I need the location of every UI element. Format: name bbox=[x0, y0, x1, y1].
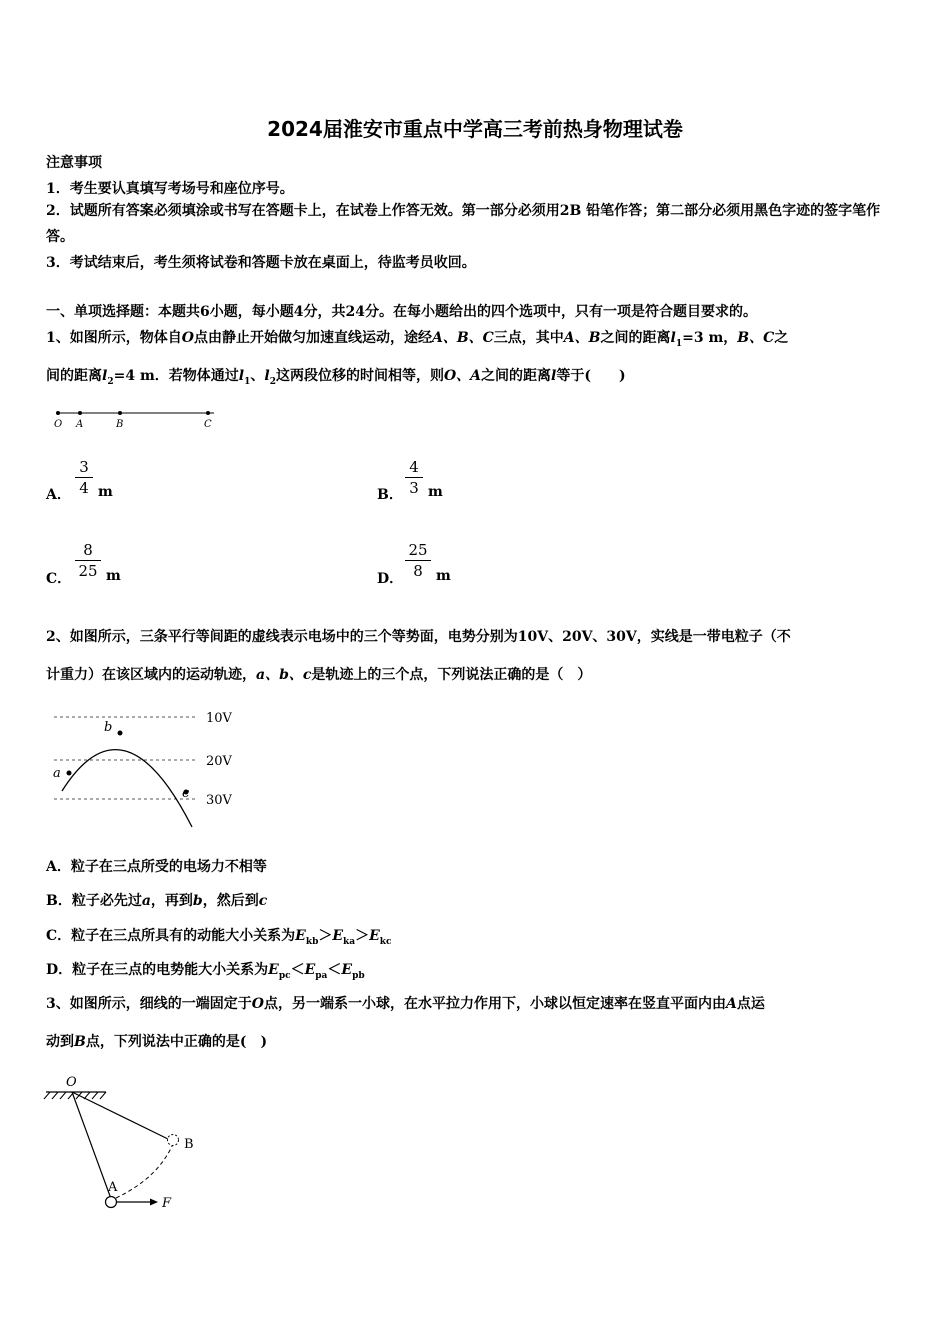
page-title: 2024届淮安市重点中学高三考前热身物理试卷 bbox=[267, 117, 683, 141]
notice-heading: 注意事项 bbox=[46, 155, 102, 171]
q1-option-d-fraction: 25 8 bbox=[405, 541, 431, 580]
particle-trajectory bbox=[62, 750, 192, 827]
q3-line-1: 3、如图所示，细线的一端固定于O点，另一端系一小球，在水平拉力作用下，小球以恒定速率在竖直平面内由A点运 bbox=[46, 996, 765, 1012]
q1-option-a-letter[interactable]: A． bbox=[46, 487, 71, 503]
label-c: c bbox=[182, 786, 190, 801]
q1-option-a-unit: m bbox=[98, 484, 113, 500]
q1-option-b-fraction: 4 3 bbox=[405, 458, 423, 497]
label-b: B bbox=[116, 419, 124, 430]
q1-line-2: 间的距离$l_2=4$ m．若物体通过$l_1$、$l_2$这两段位移的时间相等，则O、A之间的距离l等于( ) bbox=[46, 368, 626, 387]
q3-pendulum-figure bbox=[40, 1070, 220, 1220]
q1-option-d-letter[interactable]: D． bbox=[377, 571, 404, 587]
q1-option-a-fraction: 3 4 bbox=[75, 458, 93, 497]
ball-at-a bbox=[106, 1197, 117, 1208]
q2-option-c[interactable]: C．粒子在三点所具有的动能大小关系为$E_{kb}>E_{ka}>E_{kc}$ bbox=[46, 928, 392, 947]
label-o: O bbox=[66, 1075, 77, 1090]
q1-option-c-fraction: 8 25 bbox=[75, 541, 101, 580]
ball-path bbox=[116, 1144, 173, 1198]
q2-option-d[interactable]: D．粒子在三点的电势能大小关系为$E_{pc}<E_{pa}<E_{pb}$ bbox=[46, 962, 365, 981]
q2-option-b[interactable]: B．粒子必先过a，再到b，然后到c bbox=[46, 893, 268, 909]
point-b-dot bbox=[118, 731, 123, 736]
q2-line-1: 2、如图所示，三条平行等间距的虚线表示电场中的三个等势面，电势分别为10V、20V、30V，实线是一带电粒子（不 bbox=[46, 629, 791, 645]
label-20v: 20V bbox=[206, 754, 232, 769]
label-a: A bbox=[76, 419, 84, 430]
notice-item-2: 2．试题所有答案必须填涂或书写在答题卡上，在试卷上作答无效。第一部分必须用2B 铅笔作答；第二部分必须用黑色字迹的签字笔作答。 bbox=[46, 203, 881, 245]
q3-line-2: 动到B点，下列说法中正确的是( ) bbox=[46, 1034, 268, 1050]
point-b-dot bbox=[118, 411, 122, 415]
q1-option-c-letter[interactable]: C． bbox=[46, 571, 72, 587]
q2-field-figure bbox=[48, 705, 248, 830]
q1-option-b-letter[interactable]: B． bbox=[377, 487, 403, 503]
notice-item-3: 3．考试结束后，考生须将试卷和答题卡放在桌面上，待监考员收回。 bbox=[46, 255, 476, 271]
label-b: b bbox=[104, 720, 113, 735]
label-c: C bbox=[204, 419, 212, 430]
q2-option-a[interactable]: A．粒子在三点所受的电场力不相等 bbox=[46, 859, 267, 875]
label-30v: 30V bbox=[206, 793, 232, 808]
point-o-dot bbox=[56, 411, 60, 415]
label-10v: 10V bbox=[206, 711, 232, 726]
label-a: a bbox=[53, 766, 61, 781]
point-c-dot bbox=[206, 411, 210, 415]
force-arrow-head bbox=[150, 1199, 158, 1206]
notice-item-1: 1．考生要认真填写考场号和座位序号。 bbox=[46, 181, 294, 197]
label-a: A bbox=[108, 1180, 118, 1195]
q1-line-1: 1、如图所示，物体自O点由静止开始做匀加速直线运动，途经A、B、C三点，其中A、B之间的距离$l_1=3$ m，B、C之 bbox=[46, 330, 789, 349]
q1-line-figure bbox=[48, 405, 223, 433]
q1-option-d-unit: m bbox=[436, 568, 451, 584]
point-a-dot bbox=[78, 411, 82, 415]
label-f: F bbox=[162, 1196, 172, 1211]
ball-at-b bbox=[168, 1135, 179, 1146]
point-a-dot bbox=[67, 771, 72, 776]
label-b: B bbox=[184, 1137, 194, 1152]
label-o: O bbox=[54, 419, 63, 430]
q2-line-2: 计重力）在该区域内的运动轨迹，a、b、c是轨迹上的三个点，下列说法正确的是（ ） bbox=[46, 667, 592, 683]
q1-option-c-unit: m bbox=[106, 568, 121, 584]
q1-option-b-unit: m bbox=[428, 484, 443, 500]
section-heading: 一、单项选择题：本题共6小题，每小题4分，共24分。在每小题给出的四个选项中，只有一项是符合题目要求的。 bbox=[46, 304, 757, 320]
